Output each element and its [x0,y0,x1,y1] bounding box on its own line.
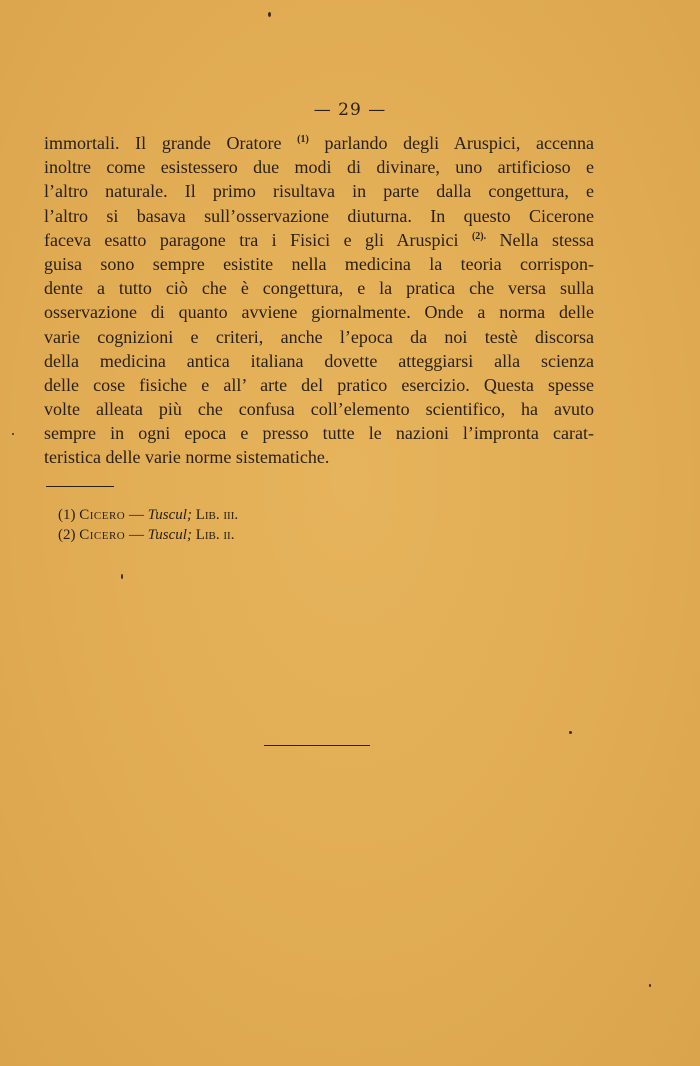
footnote-work: Tuscul; [147,507,192,523]
body-line: sempre in ogni epoca e presso tutte le nazioni l’impronta carat- [44,423,594,444]
body-line: inoltre come esistessero due modi di divinare, uno artificioso e [44,157,594,178]
footnote-dash: — [129,507,145,523]
body-line: osservazione di quanto avviene giornalmente. Onde a norma delle [44,302,594,323]
paper-speck [121,574,123,579]
body-line: l’altro si basava sull’osservazione diuturna. In questo Cicerone [44,205,594,226]
body-line-text: faceva esatto paragone tra i Fisici e gli Aruspici [44,229,459,250]
footnote-reference: (1) [297,134,309,145]
body-line: della medicina antica italiana dovette atteggiarsi alla scienza [44,350,594,371]
body-line [44,131,594,155]
footnote-2 [58,525,238,545]
body-line [44,228,594,252]
footnote-book: Lib. iii. [195,507,239,523]
footnote-divider [46,486,114,487]
body-line: delle cose fisiche e all’ arte del pratico esercizio. Questa spesse [44,374,594,395]
body-line-text: parlando degli Aruspici, accenna [308,133,594,153]
paper-speck [569,731,572,734]
body-line-text: immortali. Il grande Oratore [44,133,282,153]
paper-speck [649,984,651,987]
paper-speck [268,12,271,17]
body-line: volte alleata più che confusa coll’elemento scientifico, ha avuto [44,399,594,420]
footnote-author: Cicero [79,527,126,543]
footnote-dash: — [129,527,145,543]
body-line: l’altro naturale. Il primo risultava in parte dalla congettura, e [44,181,594,202]
end-rule [264,745,370,746]
body-text [44,131,594,470]
footnote-number: (2) [58,527,76,543]
footnote-number: (1) [58,507,76,523]
footnote-reference: (2). [471,230,487,242]
footnote-work: Tuscul; [147,527,192,543]
body-line: varie cognizioni e criteri, anche l’epoca da noi testè discorsa [44,326,594,347]
paper-speck [12,433,14,435]
body-line-text: Nella stessa [486,229,594,250]
footnote-1 [58,505,238,525]
footnote-book: Lib. ii. [195,527,235,543]
body-line: guisa sono sempre esistite nella medicina la teoria corrispon- [44,253,594,274]
footnotes [58,505,238,545]
body-line: dente a tutto ciò che è congettura, e la pratica che versa sulla [44,278,594,299]
page-number: — 29 — [313,100,387,120]
footnote-author: Cicero [79,507,126,523]
body-line: teristica delle varie norme sistematiche. [44,447,330,468]
